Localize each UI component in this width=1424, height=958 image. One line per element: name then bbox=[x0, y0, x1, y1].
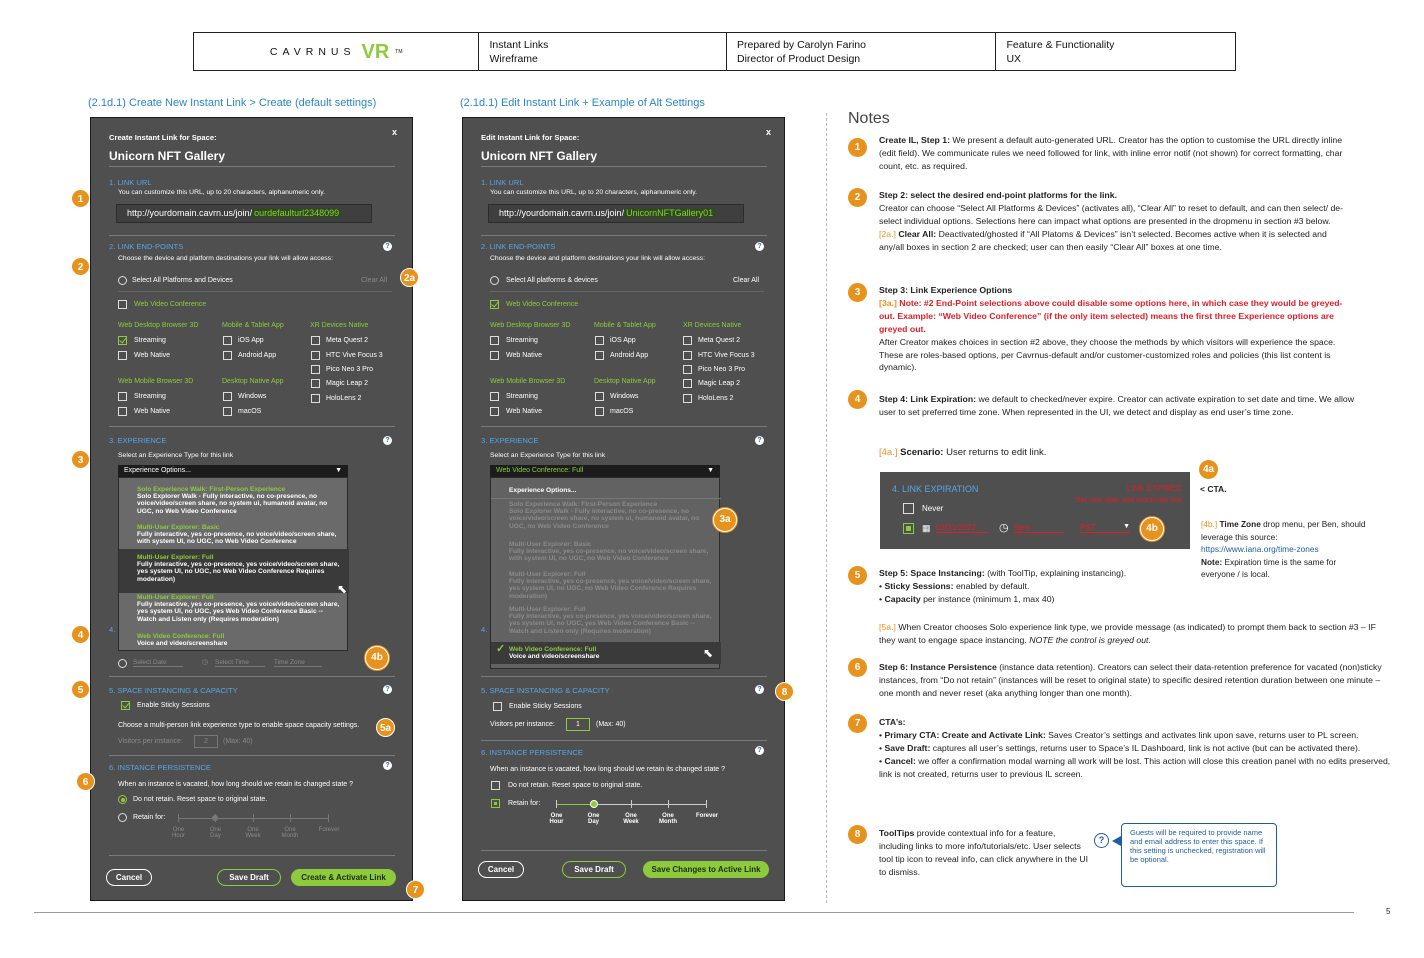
section-1-desc: You can customize this URL, up to 20 characters, alphanumeric only. bbox=[118, 189, 326, 196]
panel-title: Unicorn NFT Gallery bbox=[109, 149, 226, 163]
url-value: UnicornNFTGallery01 bbox=[626, 208, 714, 218]
option-title: Multi-User Explorer: Full bbox=[509, 571, 586, 578]
option-desc: Fully interactive, yes co-presence, yes voice/video/screen share, yes system UI, no UGC, yes Web Video Conference Basic -- Watch and Listen only (Requires moderation) bbox=[137, 601, 340, 623]
select-all-label: Select All platforms & devices bbox=[506, 277, 598, 284]
option-label: Windows bbox=[610, 393, 639, 400]
wvc-checkbox[interactable] bbox=[118, 300, 127, 309]
option-desc: Fully interactive, yes co-presence, no voice/video/screen share, with system UI, no UGC, no Web Video Conference bbox=[137, 531, 337, 546]
header-text: Instant Links bbox=[489, 39, 549, 51]
checkbox[interactable] bbox=[223, 392, 232, 401]
tick-text: Month bbox=[281, 833, 299, 839]
timezone-select[interactable]: Time Zone bbox=[274, 659, 322, 667]
cancel-button[interactable]: Cancel bbox=[106, 869, 152, 886]
option-wvc[interactable] bbox=[137, 633, 342, 647]
note-4b: [4b.] Time Zone drop menu, per Ben, should leverage this source: https://www.iana.org/time-zones Note: Expiration time is the same for everyone / is local. bbox=[1201, 519, 1366, 579]
visitors-label: Visitors per instance: bbox=[490, 721, 555, 728]
option-title: Web Video Conference: Full bbox=[509, 646, 597, 653]
section-5-title: 5. SPACE INSTANCING & CAPACITY bbox=[481, 686, 610, 695]
logo-text: CAVRNUS bbox=[269, 45, 356, 58]
tick-label bbox=[586, 813, 601, 825]
tick-text: One bbox=[550, 813, 563, 819]
tick-label bbox=[244, 827, 262, 839]
notes-title: Notes bbox=[848, 110, 890, 127]
slider-handle[interactable] bbox=[212, 815, 218, 821]
select-all-radio[interactable] bbox=[490, 276, 499, 285]
dropdown-value: Experience Options... bbox=[124, 467, 191, 474]
group-mobile: Mobile & Tablet App bbox=[222, 322, 284, 329]
checkbox[interactable] bbox=[223, 351, 232, 360]
section-6-desc: When an instance is vacated, how long should we retain its changed state ? bbox=[490, 766, 726, 773]
dropdown-value: Web Video Conference: Full bbox=[496, 467, 584, 474]
option-title: Solo Experience Walk: First-Person Experience bbox=[509, 501, 658, 508]
section-3-desc: Select an Experience Type for this link bbox=[118, 452, 234, 459]
option-label: iOS App bbox=[238, 337, 264, 344]
tick-text: Week bbox=[623, 819, 639, 825]
annotation-badge: 1 bbox=[71, 189, 90, 208]
calendar-icon: ▦ bbox=[922, 523, 931, 533]
option-label: macOS bbox=[238, 408, 262, 415]
option-full-wvc[interactable] bbox=[137, 594, 342, 623]
section-6-title: 6. INSTANCE PERSISTENCE bbox=[109, 763, 211, 772]
sticky-label: Enable Sticky Sessions bbox=[137, 702, 210, 709]
annotation-badge: 4 bbox=[71, 625, 90, 644]
checkbox[interactable] bbox=[311, 336, 320, 345]
group-xr: XR Devices Native bbox=[310, 322, 369, 329]
tick-text: One bbox=[284, 827, 296, 833]
clock-icon: ◷ bbox=[999, 522, 1009, 534]
note-badge: 1 bbox=[848, 138, 867, 157]
create-activate-button[interactable]: Create & Activate Link bbox=[291, 869, 396, 886]
expired-error: LINK EXPIRED bbox=[1126, 484, 1182, 493]
retain-checkbox[interactable] bbox=[491, 799, 500, 808]
section-1-title: 1. LINK URL bbox=[109, 178, 152, 187]
panel-title: Unicorn NFT Gallery bbox=[481, 149, 598, 163]
tick-text: One bbox=[247, 827, 259, 833]
tick-text: Week bbox=[245, 833, 261, 839]
header-text: Director of Product Design bbox=[736, 53, 861, 65]
note-badge: 4 bbox=[848, 390, 867, 409]
option-desc: Fully interactive, yes co-presence, no voice/video/screen share, with system UI, no UGC, no Web Video Conference bbox=[509, 548, 709, 563]
note-2: Step 2: select the desired end-point platforms for the link. Creator can choose “Select All Platforms & Devices” (activates all), “Clear All” to reset to default, and can then select/ de-select individual options. Selections here can impact what options are presented in the dropmenu in section #3 below. [2a.] Clear All: Deactivated/ghosted if “All Platoms & Devices” isn’t selected. Becomes active when it is selected and any/all boxes in section 2 are checked; user can then easily “Clear All” boxes at one time. bbox=[879, 190, 1344, 252]
divider bbox=[826, 113, 827, 903]
never-checkbox[interactable] bbox=[903, 503, 914, 514]
cancel-button[interactable]: Cancel bbox=[478, 861, 524, 878]
url-prefix: http://yourdomain.cavrn.us/join/ bbox=[499, 208, 625, 218]
sticky-checkbox[interactable] bbox=[121, 701, 130, 710]
url-prefix: http://yourdomain.cavrn.us/join/ bbox=[127, 208, 253, 218]
option-label: macOS bbox=[610, 408, 634, 415]
annotation-badge: 2a bbox=[400, 268, 419, 287]
section-5-title: 5. SPACE INSTANCING & CAPACITY bbox=[109, 686, 238, 695]
tick-label: Forever bbox=[318, 827, 340, 833]
cursor-icon: ⬉ bbox=[337, 582, 348, 596]
select-all-radio[interactable] bbox=[118, 276, 127, 285]
option-label: Android App bbox=[238, 352, 277, 359]
option-desc: Fully interactive, yes co-presence, yes voice/video/screen share, yes system UI, no UGC, yes Web Video Conference Basic -- Watch and Listen only (Requires moderation) bbox=[509, 613, 712, 635]
footer-rule bbox=[34, 912, 1354, 913]
checkbox[interactable] bbox=[490, 351, 499, 360]
document-header bbox=[193, 32, 1236, 71]
checkbox[interactable] bbox=[490, 392, 499, 401]
option-desc: Solo Explorer Walk - Fully interactive, no co-presence, no voice/video/screen share, no system ui, humanoid avatar, no UGC, no Web Video Conference bbox=[137, 493, 328, 515]
checkbox[interactable] bbox=[683, 379, 692, 388]
experience-dropdown[interactable] bbox=[118, 465, 348, 477]
page-number: 5 bbox=[1386, 907, 1391, 916]
never-label: Never bbox=[922, 504, 944, 513]
tick-text: Hour bbox=[549, 819, 564, 825]
check-icon: ✓ bbox=[496, 643, 506, 655]
checkbox[interactable] bbox=[683, 394, 692, 403]
url-input[interactable] bbox=[488, 204, 744, 223]
chevron-down-icon: ▼ bbox=[707, 467, 714, 474]
option-label: Streaming bbox=[506, 337, 538, 344]
panel-subtitle: Create Instant Link for Space: bbox=[109, 133, 217, 142]
section-3-desc: Select an Experience Type for this link bbox=[490, 452, 606, 459]
logo-mark: VR bbox=[361, 40, 390, 63]
checkbox[interactable] bbox=[311, 365, 320, 374]
sticky-label: Enable Sticky Sessions bbox=[509, 703, 582, 710]
header-text: Feature & Functionality bbox=[1006, 39, 1115, 51]
option-title: Multi-User Explorer: Full bbox=[137, 594, 214, 601]
option-basic bbox=[509, 541, 714, 563]
checkbox[interactable] bbox=[683, 351, 692, 360]
section-2-desc: Choose the device and platform destinations your link will allow access: bbox=[490, 255, 705, 262]
tooltip-icon[interactable]: ? bbox=[383, 761, 392, 770]
clock-icon: ◷ bbox=[202, 659, 209, 666]
note-badge: 7 bbox=[848, 714, 867, 733]
option-label: Meta Quest 2 bbox=[698, 337, 741, 344]
section-1-desc: You can customize this URL, up to 20 characters, alphanumeric only. bbox=[490, 189, 698, 196]
right-section-title: (2.1d.1) Edit Instant Link + Example of Alt Settings bbox=[460, 97, 705, 109]
option-title: Multi-User Explorer: Full bbox=[137, 554, 214, 561]
note-7: CTA’s: • Primary CTA: Create and Activate Link: Saves Creator’s settings and activates link upon save, returns user to PL screen. • Save Draft: captures all user’s settings, returns user to Space’s IL Dashboard, link is not active (but can be activated there). • Cancel: we offer a confirmation modal warning all work will be lost. This action will close this creation panel with no edits preserved, link is not created, returns user to previous IL screen. bbox=[879, 717, 1391, 779]
option-solo bbox=[509, 501, 714, 530]
expiration-title: 4. LINK EXPIRATION bbox=[892, 484, 979, 494]
save-draft-button[interactable]: Save Draft bbox=[562, 861, 626, 878]
timezone-select[interactable] bbox=[1080, 523, 1130, 533]
checkbox[interactable] bbox=[223, 407, 232, 416]
section-3-title: 3. EXPERIENCE bbox=[481, 436, 539, 445]
edit-link-panel bbox=[462, 117, 785, 901]
option-label: Magic Leap 2 bbox=[326, 380, 369, 387]
option-title: Web Video Conference: Full bbox=[137, 633, 225, 640]
option-full bbox=[509, 571, 714, 600]
note-5a: [5a.] When Creator chooses Solo experience link type, we provide message (as indicated) to prompt them back to section #3 – IF they want to engage space instancing. NOTE the control is greyed out. bbox=[879, 622, 1376, 645]
group-web-mobile: Web Mobile Browser 3D bbox=[118, 378, 194, 385]
section-2-title: 2. LINK END-POINTS bbox=[109, 242, 184, 251]
retain-label: Retain for: bbox=[133, 814, 166, 821]
section-4-title: 4. bbox=[481, 625, 488, 634]
header-text: Prepared by Carolyn Farino bbox=[736, 39, 866, 51]
option-desc: Fully interactive, yes co-presence, yes voice/video/screen share, yes system UI, no UGC, no Web Video Conference Requires moderation) bbox=[509, 578, 712, 600]
annotation-badge: 7 bbox=[406, 880, 425, 899]
tick-label bbox=[171, 827, 186, 839]
option-solo[interactable] bbox=[137, 486, 342, 515]
wvc-label: Web Video Conference bbox=[506, 301, 579, 308]
tooltip-example: Guests will be required to provide name and email address to enter this space. If this setting is unchecked, registration will be optional. bbox=[1121, 823, 1277, 887]
annotation-badge: 4b bbox=[1140, 517, 1164, 541]
experience-options-list bbox=[490, 477, 720, 669]
checkbox[interactable] bbox=[595, 407, 604, 416]
section-2-desc: Choose the device and platform destinations your link will allow access: bbox=[118, 255, 333, 262]
checkbox[interactable] bbox=[118, 392, 127, 401]
note-badge: 2 bbox=[848, 188, 867, 207]
retain-radio[interactable] bbox=[118, 813, 127, 822]
retain-label: Retain for: bbox=[508, 800, 541, 807]
note-badge: 6 bbox=[848, 658, 867, 677]
tooltip-icon[interactable]: ? bbox=[755, 242, 764, 251]
option-full-wvc bbox=[509, 606, 714, 635]
note-3: Step 3: Link Experience Options [3a.] Note: #2 End-Point selections above could disable some options here, in which case they would be greyed-out. Example: “Web Video Conference” (if the only item selected) means the first three Experience options are greyed out. After Creator makes choices in section #2 above, they choose the methods by which visitors will experience the space. These are roles-based options, per Cavrnus-default and/or customer-customized roles and policies (this list content is dynamic). bbox=[879, 285, 1343, 373]
select-all-label: Select All Platforms and Devices bbox=[132, 277, 233, 284]
group-desktop-native: Desktop Native App bbox=[222, 378, 284, 385]
slider-fill bbox=[556, 804, 594, 805]
tooltip-icon[interactable]: ? bbox=[383, 436, 392, 445]
option-label: HTC Vive Focus 3 bbox=[698, 352, 755, 359]
option-label: HoloLens 2 bbox=[326, 395, 362, 402]
annotation-badge: 2 bbox=[71, 257, 90, 276]
option-full[interactable] bbox=[137, 554, 342, 583]
option-desc: Solo Explorer Walk - Fully interactive, no co-presence, no voice/video/screen share, no system ui, humanoid avatar, no UGC, no Web Video Conference bbox=[509, 508, 700, 530]
time-input[interactable]: 5pm bbox=[1014, 523, 1064, 533]
note-badge: 3 bbox=[848, 283, 867, 302]
note-5: Step 5: Space Instancing: (with ToolTip, explaining instancing). • Sticky Sessions: enabled by default. • Capacity per instance (minimum 1, max 40) bbox=[879, 568, 1127, 604]
checkbox[interactable] bbox=[311, 379, 320, 388]
tick-label bbox=[622, 813, 640, 825]
create-link-panel bbox=[90, 117, 413, 901]
left-section-title: (2.1d.1) Create New Instant Link > Create (default settings) bbox=[88, 97, 377, 109]
group-mobile: Mobile & Tablet App bbox=[594, 322, 656, 329]
option-title: Multi-User Explorer: Basic bbox=[137, 524, 220, 531]
tooltip-icon[interactable]: ? bbox=[755, 436, 764, 445]
sticky-checkbox[interactable] bbox=[493, 702, 502, 711]
tick-text: Day bbox=[587, 819, 599, 825]
time-input[interactable]: Select Time bbox=[215, 659, 265, 667]
logo bbox=[194, 33, 479, 70]
annotation-badge: 5 bbox=[71, 680, 90, 699]
no-retain-label: Do not retain. Reset space to original state. bbox=[508, 782, 643, 789]
clear-all-button[interactable]: Clear All bbox=[361, 277, 388, 284]
tick-text: Month bbox=[659, 819, 677, 825]
section-3-title: 3. EXPERIENCE bbox=[109, 436, 167, 445]
experience-dropdown[interactable] bbox=[490, 465, 720, 477]
note-badge: 8 bbox=[848, 825, 867, 844]
tooltip-arrow bbox=[1112, 836, 1121, 846]
option-label: Pico Neo 3 Pro bbox=[698, 366, 746, 373]
annotation-badge: 3 bbox=[71, 450, 90, 469]
tick-text: Day bbox=[210, 833, 221, 839]
checkbox[interactable] bbox=[311, 394, 320, 403]
checkbox[interactable] bbox=[683, 365, 692, 374]
tick-label bbox=[208, 827, 223, 839]
checkbox[interactable] bbox=[223, 336, 232, 345]
tick-label bbox=[549, 813, 564, 825]
annotation-badge: 8 bbox=[775, 682, 794, 701]
section-1-title: 1. LINK URL bbox=[481, 178, 524, 187]
tick-text: One bbox=[662, 813, 674, 819]
tick-label bbox=[281, 827, 299, 839]
option-label: Web Native bbox=[134, 352, 171, 359]
section-4-title: 4. bbox=[109, 625, 116, 634]
header-text: UX bbox=[1006, 53, 1022, 65]
option-title: Multi-User Explorer: Basic bbox=[509, 541, 592, 548]
tick-text: Hour bbox=[171, 833, 185, 839]
expire-checkbox[interactable] bbox=[903, 523, 914, 534]
option-label: HTC Vive Focus 3 bbox=[326, 352, 383, 359]
tooltip-example-icon[interactable]: ? bbox=[1094, 833, 1109, 848]
note-badge: 5 bbox=[848, 566, 867, 585]
option-label: Pico Neo 3 Pro bbox=[326, 366, 374, 373]
save-draft-button[interactable]: Save Draft bbox=[217, 869, 281, 886]
option-label: Meta Quest 2 bbox=[326, 337, 369, 344]
no-retain-radio[interactable] bbox=[118, 795, 127, 804]
tooltip-icon[interactable]: ? bbox=[755, 746, 764, 755]
option-title: Multi-User Explorer: Full bbox=[509, 606, 586, 613]
header-category bbox=[996, 33, 1235, 70]
max-label: (Max: 40) bbox=[596, 721, 626, 728]
option-label: Windows bbox=[238, 393, 267, 400]
checkbox[interactable] bbox=[490, 407, 499, 416]
option-label: Web Native bbox=[134, 408, 171, 415]
tooltip-icon[interactable]: ? bbox=[383, 685, 392, 694]
option-label: Android App bbox=[610, 352, 649, 359]
checkbox[interactable] bbox=[118, 351, 127, 360]
annotation-badge: 5a bbox=[376, 718, 395, 737]
option-label: Web Native bbox=[506, 352, 543, 359]
section-2-title: 2. LINK END-POINTS bbox=[481, 242, 556, 251]
visitors-input[interactable]: 2 bbox=[194, 735, 218, 748]
checkbox[interactable] bbox=[595, 351, 604, 360]
option-title: Solo Experience Walk: First-Person Experience bbox=[137, 486, 286, 493]
url-value: ourdefaulturl2348099 bbox=[254, 208, 340, 218]
checkbox[interactable] bbox=[118, 407, 127, 416]
checkbox[interactable] bbox=[311, 351, 320, 360]
tick-label bbox=[659, 813, 677, 825]
panel-subtitle: Edit Instant Link for Space: bbox=[481, 133, 580, 142]
no-retain-checkbox[interactable] bbox=[491, 781, 500, 790]
option-label: Streaming bbox=[134, 393, 166, 400]
chevron-down-icon: ▼ bbox=[1123, 523, 1130, 530]
annotation-badge: 4b bbox=[365, 646, 389, 670]
logo-tm: TM bbox=[395, 49, 403, 55]
cursor-icon: ⬉ bbox=[703, 646, 714, 660]
option-label: Web Native bbox=[506, 408, 543, 415]
option-label: Streaming bbox=[506, 393, 538, 400]
visitors-input[interactable]: 1 bbox=[566, 718, 590, 731]
tooltip-icon[interactable]: ? bbox=[383, 242, 392, 251]
close-icon[interactable]: x bbox=[766, 127, 772, 137]
note-8: ToolTips provide contextual info for a feature, including links to more info/tutorials/etc. User selects tool tip icon to reveal info, can click anywhere in the UI to dismiss. bbox=[879, 828, 1089, 877]
url-input[interactable] bbox=[116, 204, 372, 223]
radio[interactable] bbox=[118, 659, 127, 668]
group-web-mobile: Web Mobile Browser 3D bbox=[490, 378, 566, 385]
option-header: Experience Options... bbox=[509, 487, 577, 494]
header-author bbox=[727, 33, 996, 70]
checkbox[interactable] bbox=[595, 336, 604, 345]
slider-handle[interactable] bbox=[590, 800, 598, 808]
checkbox[interactable] bbox=[683, 336, 692, 345]
tooltip-icon[interactable]: ? bbox=[755, 685, 764, 694]
group-xr: XR Devices Native bbox=[683, 322, 742, 329]
clear-all-button[interactable]: Clear All bbox=[733, 277, 760, 284]
close-icon[interactable]: x bbox=[392, 127, 398, 137]
option-desc: Voice and video/screenshare bbox=[509, 653, 600, 661]
option-desc: Voice and video/screenshare bbox=[137, 640, 228, 648]
note-1: Create IL, Step 1: We present a default auto-generated URL. Creator has the option to customise the URL directly inline (edit field). We communicate rules we need followed for link, with inline error notif (not shown) for correct formatting, char count, etc. as required. bbox=[879, 135, 1343, 171]
option-desc: Fully interactive, yes co-presence, yes voice/video/screen share, yes system UI, no UGC, no Web Video Conference Requires moderation) bbox=[137, 561, 340, 583]
tick-label: Forever bbox=[695, 813, 718, 819]
section-6-title: 6. INSTANCE PERSISTENCE bbox=[481, 748, 583, 757]
option-label: HoloLens 2 bbox=[698, 395, 734, 402]
group-web-desktop: Web Desktop Browser 3D bbox=[118, 322, 199, 329]
checkbox[interactable] bbox=[595, 392, 604, 401]
note-4: Step 4: Link Expiration: we default to checked/never expire. Creator can activate expiration to set date and time. We allow user to set preferred time zone. When represented in the UI, we detect and display as end user’s time zone. bbox=[879, 394, 1354, 417]
option-label: Streaming bbox=[134, 337, 166, 344]
wvc-label: Web Video Conference bbox=[134, 301, 207, 308]
max-label: (Max: 40) bbox=[223, 738, 253, 745]
checkbox[interactable] bbox=[118, 336, 127, 345]
option-wvc[interactable] bbox=[509, 646, 714, 660]
note-4a: [4a.] Scenario: User returns to edit link. bbox=[879, 447, 1047, 458]
option-basic[interactable] bbox=[137, 524, 342, 546]
date-input[interactable]: Select Date bbox=[133, 659, 183, 667]
option-label: Magic Leap 2 bbox=[698, 380, 741, 387]
header-doc-type bbox=[479, 33, 727, 70]
note-badge: 4a bbox=[1199, 460, 1218, 479]
experience-options-list bbox=[118, 477, 348, 651]
annotation-badge: 6 bbox=[76, 772, 95, 791]
section-6-desc: When an instance is vacated, how long should we retain its changed state ? bbox=[118, 781, 354, 788]
group-web-desktop: Web Desktop Browser 3D bbox=[490, 322, 571, 329]
group-desktop-native: Desktop Native App bbox=[594, 378, 656, 385]
cta-label: < CTA. bbox=[1200, 484, 1227, 494]
note-6: Step 6: Instance Persistence (instance data retention). Creators can select their data-retention preference for vacated (non)sticky instances, from “Do not retain” (instances will be reset to original state) to specific desired retention duration between one minute – one month and never reset (aka anything longer than one month). bbox=[879, 662, 1382, 698]
tick-text: One bbox=[209, 827, 222, 833]
annotation-badge: 3a bbox=[713, 508, 737, 532]
chevron-down-icon: ▼ bbox=[335, 467, 342, 474]
tick-text: One bbox=[625, 813, 637, 819]
save-changes-button[interactable]: Save Changes to Active Link bbox=[643, 861, 769, 878]
tick-text: One bbox=[587, 813, 600, 819]
header-text: Wireframe bbox=[489, 53, 538, 65]
visitors-label: Visitors per instance: bbox=[118, 738, 183, 745]
tick-text: One bbox=[172, 827, 185, 833]
no-retain-label: Do not retain. Reset space to original state. bbox=[133, 796, 268, 803]
expired-hint: Set new date and reactivate link bbox=[1075, 495, 1182, 504]
wvc-checkbox[interactable] bbox=[490, 300, 499, 309]
timezone-value: PST bbox=[1080, 523, 1096, 532]
option-label: iOS App bbox=[610, 337, 636, 344]
capacity-message: Choose a multi-person link experience type to enable space capacity settings. bbox=[118, 722, 360, 729]
date-input[interactable]: 03/31/2022 bbox=[936, 523, 988, 533]
checkbox[interactable] bbox=[490, 336, 499, 345]
